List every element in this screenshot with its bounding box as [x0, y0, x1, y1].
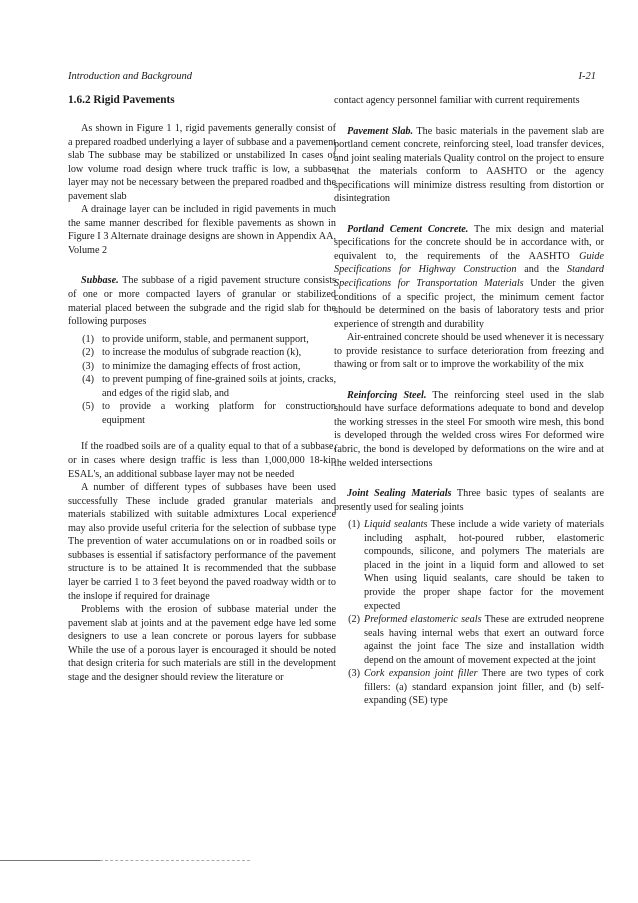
paragraph-continued: contact agency personnel familiar with current requirements	[334, 95, 580, 106]
list-text: to prevent pumping of fine-grained soils at joints, cracks, and edges of the rigid slab, and	[102, 374, 336, 399]
list-number: (2)	[348, 614, 360, 626]
sealant-text: These include a wide variety of materials including asphalt, hot-poured rubber, elastomeric compounds, silicone, and polymers The materials are placed in the joint in a liquid form and allowed to set When using liquid sealants, care should be taken to provide the proper shape factor for the movement expected	[364, 519, 604, 612]
slab-runin-heading: Pavement Slab.	[347, 125, 414, 137]
list-number: (2)	[82, 347, 94, 359]
paragraph-subbase	[68, 274, 336, 328]
paragraph-pavement-slab	[334, 125, 604, 206]
sealant-title: Preformed elastomeric seals	[364, 614, 482, 626]
paragraph-rigid-intro: As shown in Figure 1 1, rigid pavements generally consist of a prepared roadbed underlying a layer of subbase and a pavement slab The subbase may be stabilized or unstabilized In cases of low volume road design where truck traffic is low, a subbase layer may not be necessary between the prepared roadbed and the pavement slab	[68, 123, 336, 202]
subbase-runin-heading: Subbase.	[81, 275, 119, 287]
steel-runin-heading: Reinforcing Steel.	[347, 389, 427, 401]
joint-runin-heading: Joint Sealing Materials	[347, 488, 452, 500]
sealants-list	[334, 518, 604, 708]
pcc-standard-title: Standard Specifications for Transportation Materials	[334, 264, 605, 290]
left-column	[68, 94, 336, 684]
sealant-title: Liquid sealants	[364, 519, 428, 531]
list-number: (4)	[82, 374, 94, 386]
steel-text: The reinforcing steel used in the slab should have surface deformations adequate to bond and develop the working stresses in the steel For smooth wire mesh, this bond is developed through the welded cross wires For deformed wire fabric, the bond is developed by deformations on the wire and at the welded intersections	[334, 389, 604, 469]
list-item	[334, 518, 604, 613]
right-column	[334, 94, 604, 710]
list-item	[68, 400, 336, 427]
paragraph-joint-sealing	[334, 487, 604, 514]
pcc-text-a: The mix design and material specifications for the concrete should be in accordance with, or equivalent to, the requirements of the AASHTO	[334, 223, 605, 262]
footer-dashed-rule	[100, 860, 250, 861]
subbase-text: The subbase of a rigid pavement structure consists of one or more compacted layers of granular or stabilized material placed between the subgrade and the rigid slab for the following purposes	[68, 275, 336, 328]
purposes-list	[68, 333, 336, 428]
paragraph-reinforcing-steel	[334, 389, 604, 470]
list-text: to minimize the damaging effects of frost action,	[102, 360, 301, 372]
list-item	[68, 346, 336, 360]
pcc-text-b: Under the given conditions of a specific project, the minimum cement factor should be determined on the basis of laboratory tests and prior experience of strength and durability	[334, 278, 604, 330]
list-item	[68, 360, 336, 374]
paragraph-subbase-types: A number of different types of subbases have been used successfully These include graded granular materials and materials stabilized with suitable admixtures Local experience may also provide useful criteria for the selection of subbase type The prevention of water accumulations on or in roadbed soils or subbases is essential if satisfactory performance of the pavement structure is to be attained It is recommended that the subbase layer be carried 1 to 3 feet beyond the paved roadway width or to the inslope if required for drainage	[68, 482, 336, 602]
slab-text: The basic materials in the pavement slab are portland cement concrete, reinforcing steel, load transfer devices, and joint sealing materials Quality control on the project to ensure that the materials conform to AASHTO or the agency specifications will minimize distress resulting from distortion or disintegration	[334, 125, 604, 205]
paragraph-drainage: A drainage layer can be included in rigid pavements in much the same manner described for flexible pavements as shown in Figure I 3 Alternate drainage designs are shown in Appendix AA, Volume 2	[68, 204, 336, 256]
running-title: Introduction and Background	[68, 71, 193, 82]
list-item	[334, 667, 604, 708]
footer-rule	[0, 860, 100, 861]
paragraph-air-entrained: Air-entrained concrete should be used whenever it is necessary to provide resistance to surface deterioration from freezing and thawing or from salt or to improve the workability of the mix	[334, 332, 604, 371]
list-item	[334, 613, 604, 667]
paragraph-erosion: Problems with the erosion of subbase material under the pavement slab at joints and at the pavement edge have led some designers to use a lean concrete or porous layers for subbase While the use of a porous layer is encouraged it should be noted that design criteria for such materials are still in the development stage and the designer should review the literature or	[68, 604, 336, 683]
running-header	[68, 71, 596, 83]
list-number: (3)	[348, 668, 360, 680]
sealant-text: There are two types of cork fillers: (a) standard expansion joint filler, and (b) self-expanding (SE) type	[364, 668, 604, 707]
list-number: (1)	[82, 333, 94, 345]
list-item	[68, 333, 336, 347]
section-heading: 1.6.2 Rigid Pavements	[68, 94, 175, 106]
list-number: (5)	[82, 401, 94, 413]
page-number: I-21	[578, 71, 596, 82]
list-item	[68, 373, 336, 400]
paragraph-roadbed-soils: If the roadbed soils are of a quality equal to that of a subbase, or in cases where design traffic is less than 1,000,000 18-kip ESAL's, an additional subbase layer may not be needed	[68, 441, 336, 480]
list-number: (3)	[82, 360, 94, 372]
sealant-text: These are extruded neoprene seals having internal webs that exert an outward force against the joint face The size and installation width depend on the amount of movement expected at the joint	[364, 614, 604, 666]
sealant-title: Cork expansion joint filler	[364, 668, 478, 680]
list-text: to increase the modulus of subgrade reaction (k),	[102, 347, 302, 359]
pcc-and: and the	[516, 264, 568, 276]
list-number: (1)	[348, 519, 360, 531]
paragraph-pcc	[334, 223, 604, 331]
pcc-guide-title: Guide Specifications for Highway Construction	[334, 250, 604, 276]
pcc-runin-heading: Portland Cement Concrete.	[347, 223, 469, 235]
list-text: to provide a working platform for construction equipment	[102, 401, 336, 426]
joint-text: Three basic types of sealants are presently used for sealing joints	[334, 488, 604, 513]
list-text: to provide uniform, stable, and permanent support,	[102, 333, 309, 345]
